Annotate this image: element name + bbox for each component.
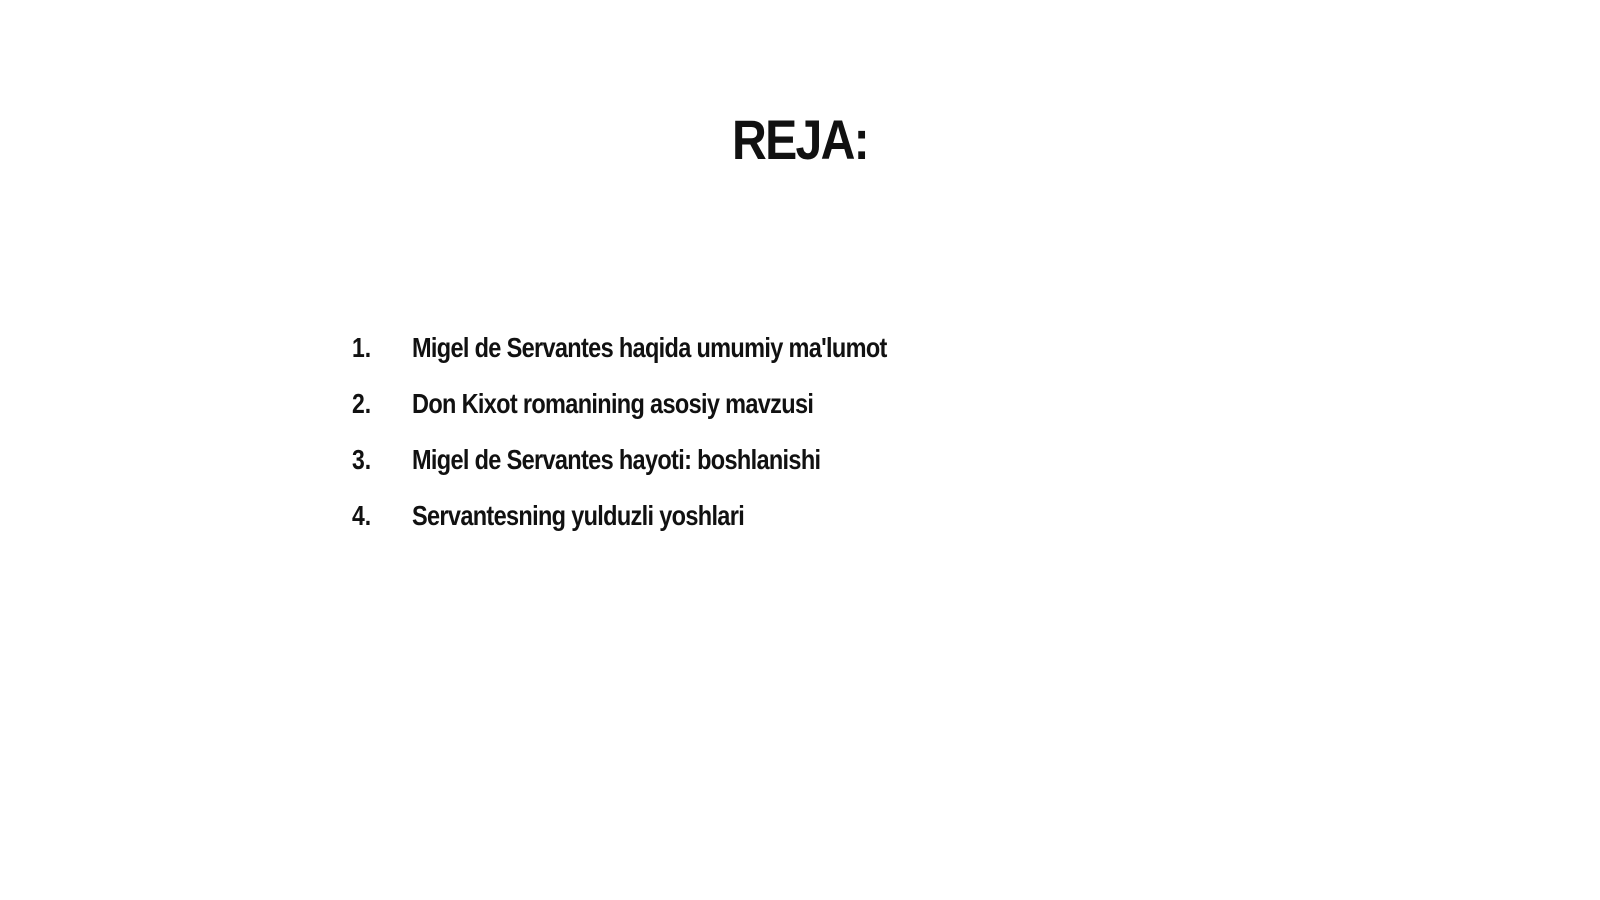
plan-item-number: 1. <box>352 332 372 363</box>
slide-title: REJA: <box>732 108 868 171</box>
plan-item-text: Servantesning yulduzli yoshlari <box>412 500 745 531</box>
plan-item-2 <box>352 384 1252 440</box>
plan-item-3 <box>352 440 1252 496</box>
plan-item-text: Migel de Servantes hayoti: boshlanishi <box>412 444 821 475</box>
plan-item-text: Don Kixot romanining asosiy mavzusi <box>412 388 814 419</box>
plan-item-number: 4. <box>352 500 372 531</box>
plan-item-1 <box>352 328 1252 384</box>
plan-item-number: 2. <box>352 388 372 419</box>
plan-item-text: Migel de Servantes haqida umumiy ma'lumot <box>412 332 887 363</box>
plan-item-number: 3. <box>352 444 372 475</box>
plan-list <box>352 328 1252 552</box>
plan-item-4 <box>352 496 1252 552</box>
